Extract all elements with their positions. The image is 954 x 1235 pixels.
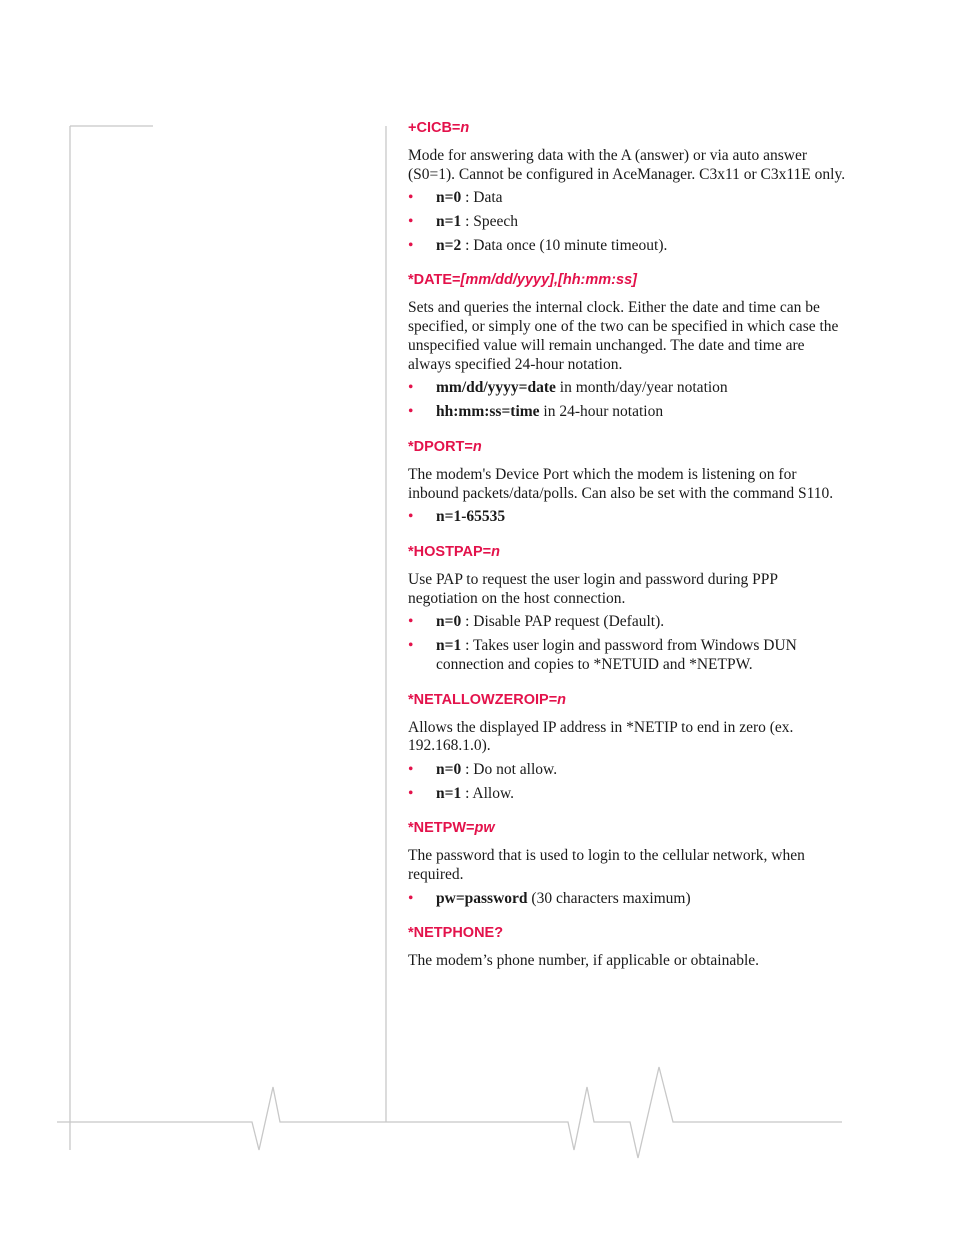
bullet-icon: • [408, 379, 414, 397]
cicb-section [408, 118, 848, 255]
section-heading [408, 923, 848, 943]
option-key: mm/dd/yyyy=date [436, 379, 556, 397]
bullet-icon: • [408, 236, 414, 254]
section-heading [408, 690, 848, 710]
option-text: : Data [461, 189, 503, 207]
option-list [408, 508, 848, 527]
option-list [408, 890, 848, 909]
bottom-heartbeat-rule [57, 1067, 842, 1158]
list-item [408, 237, 848, 256]
option-list [408, 761, 848, 803]
option-text: : Data once (10 minute timeout). [461, 236, 668, 254]
option-list [408, 189, 848, 255]
section-description: The modem's Device Port which the modem is listening on for inbound packets/data/polls. Can also be set with the command S110. [408, 465, 834, 502]
netpw-section [408, 818, 848, 908]
option-text: in 24-hour notation [539, 402, 664, 420]
option-list [408, 379, 848, 421]
date-section [408, 270, 848, 421]
option-text: : Do not allow. [461, 760, 558, 778]
section-description: The modem’s phone number, if applicable or obtainable. [408, 952, 760, 970]
option-key: pw=password [436, 889, 528, 907]
option-key: n=1 [436, 636, 462, 654]
list-item [408, 379, 848, 398]
option-key: n=0 [436, 613, 462, 631]
option-key: n=1-65535 [436, 508, 506, 526]
list-item [408, 508, 848, 527]
option-key: n=0 [436, 760, 462, 778]
option-key: n=2 [436, 236, 462, 254]
list-item [408, 761, 848, 780]
command-name: +CICB= [408, 120, 461, 136]
section-heading [408, 118, 848, 138]
section-description: Sets and queries the internal clock. Either the date and time can be specified, or simply one of the two can be specified in which case the unspecified value will remain unchanged. The date and time are always specified 24-hour notation. [408, 299, 839, 373]
command-argument: [mm/dd/yyyy],[hh:mm:ss] [460, 272, 637, 289]
list-item [408, 403, 848, 422]
command-argument: pw [474, 820, 495, 837]
list-item [408, 890, 848, 909]
option-key: n=1 [436, 212, 462, 230]
option-key: n=1 [436, 784, 462, 802]
option-text: (30 characters maximum) [527, 889, 691, 907]
dport-section [408, 437, 848, 527]
section-heading [408, 542, 848, 562]
bullet-icon: • [408, 508, 414, 526]
option-key: hh:mm:ss=time [436, 402, 540, 420]
command-name: *DPORT= [408, 438, 473, 455]
option-text: : Speech [461, 212, 519, 230]
option-text: : Disable PAP request (Default). [461, 613, 665, 631]
option-text: in month/day/year notation [555, 379, 728, 397]
bullet-icon: • [408, 402, 414, 420]
command-argument: n [557, 691, 567, 708]
section-description: The password that is used to login to the cellular network, when required. [408, 847, 805, 884]
bullet-icon: • [408, 189, 414, 207]
command-name: *DATE= [408, 272, 461, 289]
command-name: *NETPW= [408, 820, 475, 837]
command-argument: n [460, 120, 470, 136]
command-name: *NETALLOWZEROIP= [408, 691, 558, 708]
bullet-icon: • [408, 636, 414, 654]
list-item [408, 613, 848, 632]
command-argument: n [472, 438, 482, 455]
list-item [408, 189, 848, 208]
main-content [408, 118, 848, 971]
list-item [408, 785, 848, 804]
section-heading [408, 437, 848, 457]
bullet-icon: • [408, 889, 414, 907]
command-name: *HOSTPAP= [408, 543, 492, 560]
section-heading [408, 818, 848, 838]
section-heading [408, 270, 848, 290]
option-key: n=0 [436, 189, 462, 207]
bullet-icon: • [408, 613, 414, 631]
option-list [408, 613, 848, 674]
netallowzeroip-section [408, 690, 848, 804]
netphone-section [408, 923, 848, 971]
bullet-icon: • [408, 784, 414, 802]
section-description: Allows the displayed IP address in *NETIP to end in zero (ex. 192.168.1.0). [408, 718, 794, 755]
command-argument: n [491, 543, 500, 560]
section-description: Use PAP to request the user login and password during PPP negotiation on the host connection. [408, 570, 778, 607]
bullet-icon: • [408, 760, 414, 778]
list-item [408, 637, 848, 675]
bullet-icon: • [408, 212, 414, 230]
option-text: : Takes user login and password from Windows DUN connection and copies to *NETUID and *NETPW. [436, 636, 797, 673]
option-text: : Allow. [461, 784, 515, 802]
section-description: Mode for answering data with the A (answer) or via auto answer (S0=1). Cannot be configured in AceManager. C3x11 or C3x11E only. [408, 147, 846, 183]
hostpap-section [408, 542, 848, 675]
list-item [408, 213, 848, 232]
command-name: *NETPHONE? [408, 925, 504, 942]
